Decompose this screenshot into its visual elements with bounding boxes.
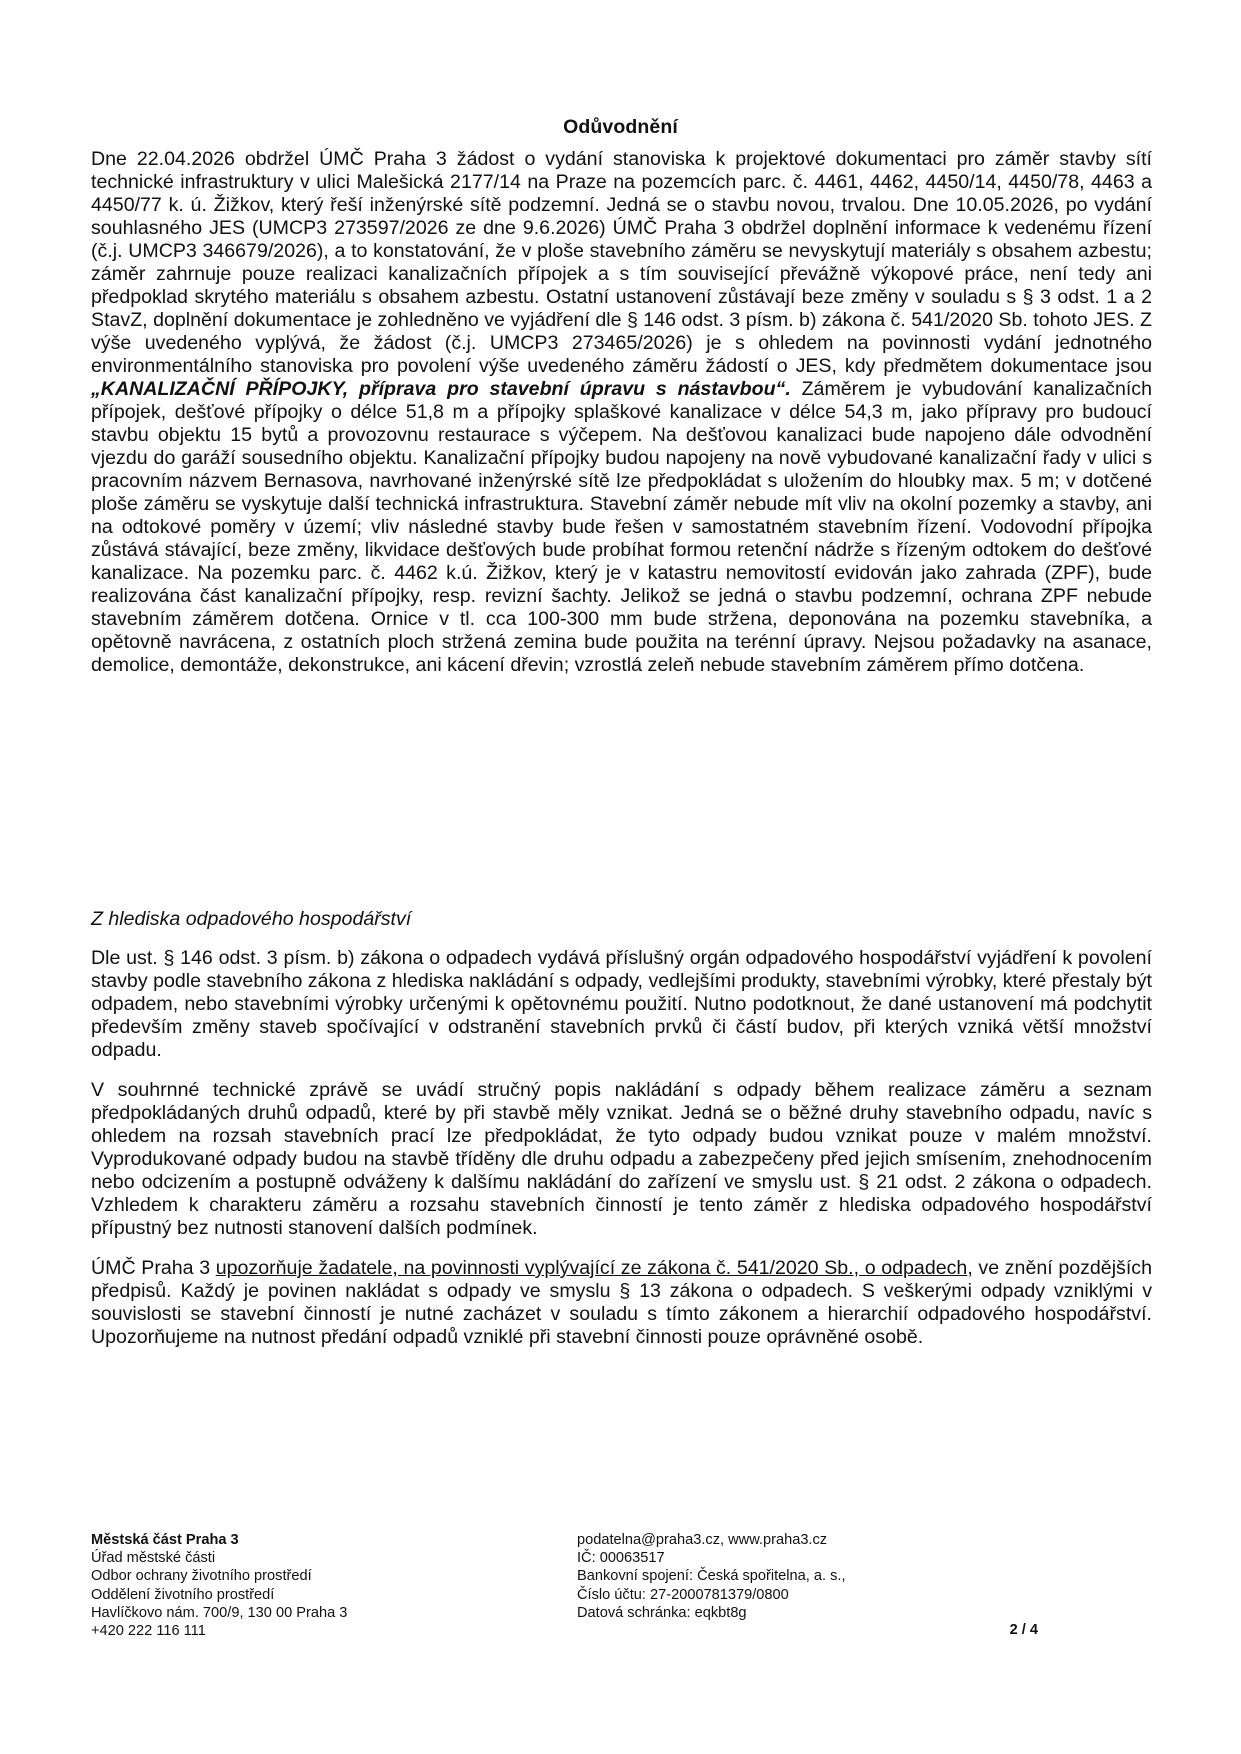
- footer-section: Oddělení životního prostředí: [91, 1586, 275, 1603]
- footer-office: Úřad městské části: [91, 1550, 216, 1567]
- justification-paragraph: [91, 148, 1152, 677]
- document-title: Odůvodnění: [563, 116, 678, 138]
- waste-paragraph-3-end: , ve znění pozdějších předpisů. Každý je povinen nakládat s odpady ve smyslu § 13 zákona o odpadech. S veškerými odpady vzniklými v souvislosti se stavební činností je nutné zacházet v souladu s tímto zákonem a hierarchií odpadového hospodářství. Upozorňujeme na nutnost předání odpadů vzniklé při stavební činnosti pouze oprávněné osobě.: [91, 1257, 1152, 1348]
- footer-bank: Bankovní spojení: Česká spořitelna, a. s.,: [577, 1568, 846, 1585]
- footer-address-block: [91, 1531, 347, 1640]
- footer-ico: IČ: 00063517: [577, 1550, 665, 1567]
- footer-address: Havlíčkovo nám. 700/9, 130 00 Praha 3: [91, 1604, 348, 1621]
- waste-paragraph-3-start: ÚMČ Praha 3: [91, 1257, 216, 1279]
- waste-section-heading: Z hlediska odpadového hospodářství: [91, 908, 412, 930]
- intro-text-end: Záměrem je vybudování kanalizačních přípojek, dešťové přípojky o délce 51,8 m a přípojky splaškové kanalizace v délce 54,3 m, jako přípravy pro budoucí stavbu objektu 15 bytů a provozovnu restaurace s výčepem. Na dešťovou kanalizaci bude napojeno dále odvodnění vjezdu do garáží sousedního objektu. Kanalizační přípojky budou napojeny na nově vybudované kanalizační řady v ulici s pracovním názvem Bernasova, navrhované inženýrské sítě lze předpokládat s uložením do hloubky max. 5 m; v dotčené ploše záměru se vyskytuje další technická infrastruktura. Stavební záměr nebude mít vliv na okolní pozemky a stavby, ani na odtokové poměry v území; vliv následné stavby bude řešen v samostatném stavebním řízení. Vodovodní přípojka zůstává stávající, beze změny, likvidace dešťových bude probíhat formou retenční nádrže s řízeným odtokem do dešťové kanalizace. Na pozemku parc. č. 4462 k.ú. Žižkov, který je v katastru nemovitostí evidován jako zahrada (ZPF), bude realizována část kanalizační přípojky, resp. revizní šachty. Jelikož se jedná o stavbu podzemní, ochrana ZPF nebude stavebním záměrem dotčena. Ornice v tl. cca 100-300 mm bude stržena, deponována na pozemku stavebníka, a opětovně navrácena, z ostatních ploch stržená zemina bude použita na terénní úpravy. Nejsou požadavky na asanace, demolice, demontáže, dekonstrukce, ani kácení dřevin; vzrostlá zeleň nebude stavebním záměrem přímo dotčena.: [91, 378, 1152, 676]
- footer-email-web: podatelna@praha3.cz, www.praha3.cz: [577, 1532, 828, 1548]
- footer-phone: +420 222 116 111: [91, 1623, 206, 1640]
- page-number: 2 / 4: [1009, 1622, 1038, 1638]
- waste-section: [91, 947, 1152, 1349]
- waste-paragraph-3: [91, 1257, 1152, 1349]
- intro-text-start: Dne 22.04.2026 obdržel ÚMČ Praha 3 žádost o vydání stanoviska k projektové dokumentaci pro záměr stavby sítí technické infrastruktury v ulici Malešická 2177/14 na Praze na pozemcích parc. č. 4461, 4462, 4450/14, 4450/78, 4463 a 4450/77 k. ú. Žižkov, který řeší inženýrské sítě podzemní. Jedná se o stavbu novou, trvalou. Dne 10.05.2026, po vydání souhlasného JES (UMCP3 273597/2026 ze dne 9.6.2026) ÚMČ Praha 3 obdržel doplnění informace k vedenému řízení (č.j. UMCP3 346679/2026), a to konstatování, že v ploše stavebního záměru se nevyskytují materiály s obsahem azbestu; záměr zahrnuje pouze realizaci kanalizačních přípojek a s tím související převážně výkopové práce, není tedy ani předpoklad skrytého materiálu s obsahem azbestu. Ostatní ustanovení zůstávají beze změny v souladu s § 3 odst. 1 a 2 StavZ, doplnění dokumentace je zohledněno ve vyjádření dle § 146 odst. 3 písm. b) zákona č. 541/2020 Sb. tohoto JES. Z výše uvedeného vyplývá, že žádost (č.j. UMCP3 273465/2026) je s ohledem na povinnosti vydání jednotného environmentálního stanoviska pro povolení výše uvedeného záměru žádostí o JES, kdy předmětem dokumentace jsou: [91, 148, 1152, 377]
- footer-org-name: Městská část Praha 3: [91, 1532, 239, 1548]
- waste-paragraph-2: V souhrnné technické zprávě se uvádí stručný popis nakládání s odpady během realizace záměru a seznam předpokládaných druhů odpadů, které by při stavbě měly vznikat. Jedná se o běžné druhy stavebního odpadu, navíc s ohledem na rozsah stavebních prací lze předpokládat, že tyto odpady budou vznikat pouze v malém množství. Vyprodukované odpady budou na stavbě tříděny dle druhu odpadu a zabezpečeny před jejich smísením, znehodnocením nebo odcizením a postupně odváženy k dalšímu nakládání do zařízení ve smyslu ust. § 21 odst. 2 zákona o odpadech. Vzhledem k charakteru záměru a rozsahu stavebních činností je tento záměr z hlediska odpadového hospodářství přípustný bez nutnosti stanovení dalších podmínek.: [91, 1079, 1152, 1239]
- footer-contact-block: [577, 1531, 846, 1622]
- intro-text: [91, 148, 1152, 677]
- footer-account: Číslo účtu: 27-2000781379/0800: [577, 1586, 789, 1603]
- waste-paragraph-3-underlined: upozorňuje žadatele, na povinnosti vyplývající ze zákona č. 541/2020 Sb., o odpadech: [215, 1257, 968, 1279]
- footer-department: Odbor ochrany životního prostředí: [91, 1568, 312, 1585]
- footer-databox: Datová schránka: eqkbt8g: [577, 1604, 747, 1621]
- project-name: „KANALIZAČNÍ PŘÍPOJKY, příprava pro stavební úpravu s nástavbou“.: [91, 378, 791, 400]
- waste-paragraph-1: Dle ust. § 146 odst. 3 písm. b) zákona o odpadech vydává příslušný orgán odpadového hospodářství vyjádření k povolení stavby podle stavebního zákona z hlediska nakládání s odpady, vedlejšími produkty, stavebními výrobky, které přestaly být odpadem, nebo stavebními výrobky určenými k opětovnému použití. Nutno podotknout, že dané ustanovení má podchytit především změny staveb spočívající v odstranění stavebních prvků či částí budov, při kterých vzniká větší množství odpadu.: [91, 947, 1152, 1061]
